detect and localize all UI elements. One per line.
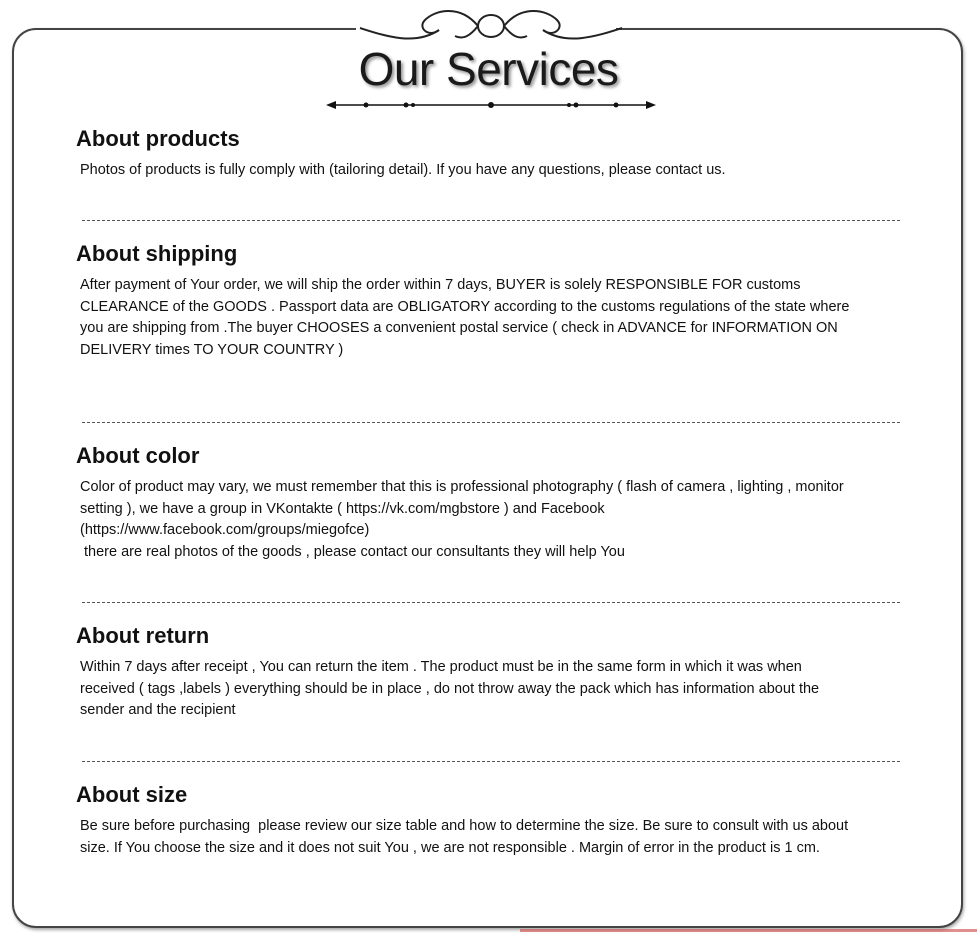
section-about-return xyxy=(76,623,906,722)
section-about-products xyxy=(76,126,906,182)
section-body xyxy=(80,816,906,859)
section-about-shipping xyxy=(76,241,906,362)
body-line: Within 7 days after receipt , You can return the item . The product must be in the same form in which it was when xyxy=(80,659,802,675)
page-title: Our Services xyxy=(358,43,619,95)
section-heading: About color xyxy=(76,443,200,468)
body-line: Photos of products is fully comply with (tailoring detail). If you have any questions, please contact us. xyxy=(80,162,726,178)
body-line: CLEARANCE of the GOODS . Passport data are OBLIGATORY according to the customs regulations of the state where xyxy=(80,298,850,315)
bottom-accent-line xyxy=(520,929,977,932)
section-about-color xyxy=(76,443,906,564)
section-heading: About return xyxy=(76,623,210,648)
flourish-ornament-icon xyxy=(355,6,627,46)
body-line: size. If You choose the size and it does not suit You , we are not responsible . Margin of error in the product is 1 cm. xyxy=(80,839,820,856)
body-line: you are shipping from .The buyer CHOOSES a convenient postal service ( check in ADVANCE for INFORMATION ON xyxy=(80,320,838,337)
body-line: Color of product may vary, we must remember that this is professional photography ( flash of camera , lighting , monitor xyxy=(80,479,844,495)
dashed-divider xyxy=(82,602,900,603)
body-line: Be sure before purchasing please review our size table and how to determine the size. Be sure to consult with us about xyxy=(80,818,849,834)
section-heading: About size xyxy=(76,782,188,807)
section-heading: About shipping xyxy=(76,241,238,266)
section-about-size xyxy=(76,782,906,859)
section-body xyxy=(80,160,906,182)
dashed-divider xyxy=(82,422,900,423)
body-line: (https://www.facebook.com/groups/miegofce) xyxy=(80,522,370,539)
section-body xyxy=(80,477,906,564)
section-body xyxy=(80,657,906,722)
dashed-divider xyxy=(82,761,900,762)
body-line: sender and the recipient xyxy=(80,702,236,719)
body-line: received ( tags ,labels ) everything should be in place , do not throw away the pack which has information about the xyxy=(80,680,820,697)
section-body xyxy=(80,275,906,362)
body-line: there are real photos of the goods , please contact our consultants they will help You xyxy=(80,544,625,561)
section-heading: About products xyxy=(76,126,240,151)
arrow-divider-icon xyxy=(326,98,656,112)
body-line: After payment of Your order, we will ship the order within 7 days, BUYER is solely RESPONSIBLE FOR customs xyxy=(80,277,801,293)
body-line: DELIVERY times TO YOUR COUNTRY ) xyxy=(80,342,344,359)
dashed-divider xyxy=(82,220,900,221)
body-line: setting ), we have a group in VKontakte ( https://vk.com/mgbstore ) and Facebook xyxy=(80,500,605,517)
